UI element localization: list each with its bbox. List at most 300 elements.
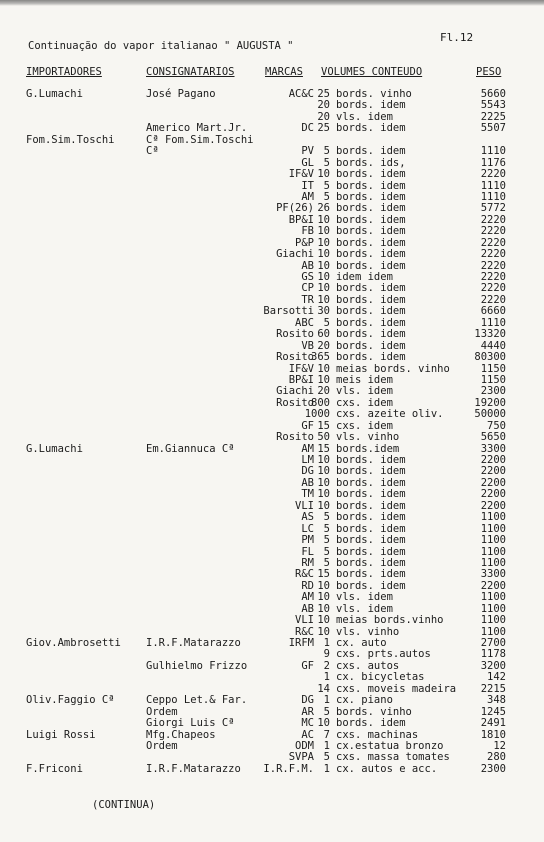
peso-cell: 2200 (480, 465, 506, 478)
table-row (0, 478, 544, 489)
volume-cell: 800 (311, 396, 330, 409)
peso-cell: 1110 (480, 179, 506, 192)
conteudo-cell: bords. idem (336, 293, 406, 306)
volume-cell: 5 (323, 511, 330, 524)
conteudo-cell: cxs. idem (336, 419, 393, 432)
importador-cell: G.Lumachi (26, 88, 83, 100)
consignatario-cell: Mfg.Chapeos (146, 728, 216, 741)
header-importadores: IMPORTADORES (26, 66, 102, 78)
conteudo-cell: bords. idem (336, 282, 406, 295)
peso-cell: 2200 (480, 476, 506, 489)
table-row (0, 318, 544, 329)
volume-cell: 1 (323, 739, 330, 752)
conteudo-cell: cx. bicycletas (336, 671, 425, 684)
marca-cell: ODM (295, 739, 314, 752)
peso-cell: 2300 (480, 385, 506, 398)
table-row (0, 192, 544, 203)
conteudo-cell: vls. idem (336, 602, 393, 615)
marca-cell: Rosito (276, 431, 314, 444)
document-title: Continuação do vapor italianao " AUGUSTA " (28, 40, 294, 52)
importador-cell: Fom.Sim.Toschi (26, 133, 115, 146)
peso-cell: 1100 (480, 591, 506, 604)
marca-cell: BP&I (288, 373, 314, 386)
volume-cell: 5 (323, 534, 330, 547)
table-row (0, 352, 544, 363)
importador-cell: G.Lumachi (26, 442, 83, 455)
table-row (0, 181, 544, 192)
table-row (0, 730, 544, 741)
marca-cell: GL (301, 156, 314, 169)
marca-cell: MC (301, 717, 314, 730)
table-row (0, 764, 544, 775)
folio-number: Fl.12 (440, 31, 474, 44)
conteudo-cell: vls. idem (336, 385, 393, 398)
volume-cell: 10 (317, 454, 330, 466)
marca-cell: PM (301, 534, 314, 547)
volume-cell: 14 (317, 682, 330, 695)
table-row (0, 421, 544, 432)
volume-cell: 5 (323, 156, 330, 169)
peso-cell: 2220 (480, 236, 506, 249)
peso-cell: 6660 (480, 305, 506, 318)
conteudo-cell: cxs. prts.autos (336, 648, 431, 661)
peso-cell: 1100 (480, 511, 506, 524)
header-peso: PESO (476, 66, 502, 78)
table-row (0, 272, 544, 283)
volume-cell: 10 (317, 168, 330, 181)
table-row (0, 89, 544, 100)
conteudo-cell: bords. idem (336, 351, 406, 364)
header-marcas: MARCAS (265, 66, 303, 78)
marca-cell: DC (301, 122, 314, 135)
marca-cell: AC (301, 728, 314, 741)
consignatario-cell: Gulhielmo Frizzo (146, 659, 248, 672)
table-row (0, 718, 544, 729)
peso-cell: 348 (487, 694, 506, 707)
volume-cell: 10 (317, 259, 330, 272)
conteudo-cell: cxs. idem (336, 396, 393, 409)
marca-cell: GF (301, 419, 314, 432)
marca-cell: PV (301, 145, 314, 158)
marca-cell: TM (301, 488, 314, 501)
peso-cell: 1176 (480, 156, 506, 169)
table-row (0, 226, 544, 237)
peso-cell: 5650 (480, 431, 506, 444)
peso-cell: 1100 (480, 545, 506, 558)
table-row (0, 306, 544, 317)
peso-cell: 3300 (480, 442, 506, 455)
table-row (0, 238, 544, 249)
conteudo-cell: bords. idem (336, 499, 406, 512)
marca-cell: R&C (295, 625, 314, 638)
peso-cell: 50000 (474, 408, 506, 421)
marca-cell: LM (301, 454, 314, 466)
volume-cell: 10 (317, 213, 330, 226)
conteudo-cell: cx. autos e acc. (336, 762, 438, 775)
peso-cell: 2200 (480, 579, 506, 592)
marca-cell: VB (301, 339, 314, 352)
marca-cell: P&P (295, 236, 314, 249)
table-row (0, 215, 544, 226)
volume-cell: 10 (317, 591, 330, 604)
conteudo-cell: meis idem (336, 373, 393, 386)
volume-cell: 20 (317, 339, 330, 352)
marca-cell: AC&C (288, 88, 314, 100)
table-row (0, 283, 544, 294)
volume-cell: 5 (323, 522, 330, 535)
marca-cell: R&C (295, 568, 314, 581)
peso-cell: 1178 (480, 648, 506, 661)
table-row (0, 638, 544, 649)
volume-cell: 10 (317, 717, 330, 730)
marca-cell: AM (301, 190, 314, 203)
table-row (0, 604, 544, 615)
conteudo-cell: vls. idem (336, 591, 393, 604)
peso-cell: 5507 (480, 122, 506, 135)
volume-cell: 1 (323, 762, 330, 775)
conteudo-cell: bords. idem (336, 579, 406, 592)
table-row (0, 524, 544, 535)
volume-cell: 10 (317, 579, 330, 592)
volume-cell: 25 (317, 122, 330, 135)
volume-cell: 10 (317, 614, 330, 627)
conteudo-cell: vls. vinho (336, 431, 400, 444)
table-row (0, 341, 544, 352)
table-row (0, 261, 544, 272)
volume-cell: 1 (323, 694, 330, 707)
marca-cell: VLI (295, 499, 314, 512)
table-row (0, 329, 544, 340)
conteudo-cell: bords. idem (336, 568, 406, 581)
volume-cell: 10 (317, 602, 330, 615)
conteudo-cell: vls. idem (336, 110, 393, 123)
volume-cell: 20 (317, 385, 330, 398)
conteudo-cell: bords. ids, (336, 156, 406, 169)
volume-cell: 5 (323, 316, 330, 329)
peso-cell: 2220 (480, 248, 506, 261)
conteudo-cell: bords. idem (336, 213, 406, 226)
consignatario-cell: I.R.F.Matarazzo (146, 762, 241, 775)
table-row (0, 169, 544, 180)
peso-cell: 2215 (480, 682, 506, 695)
table-row (0, 501, 544, 512)
peso-cell: 13320 (474, 328, 506, 341)
table-row (0, 158, 544, 169)
table-row (0, 615, 544, 626)
marca-cell: DG (301, 465, 314, 478)
conteudo-cell: vls. vinho (336, 625, 400, 638)
importador-cell: F.Friconi (26, 762, 83, 775)
conteudo-cell: bords. idem (336, 168, 406, 181)
table-row (0, 592, 544, 603)
volume-cell: 15 (317, 568, 330, 581)
marca-cell: Rosito (276, 351, 314, 364)
volume-cell: 50 (317, 431, 330, 444)
peso-cell: 280 (487, 751, 506, 764)
table-row (0, 432, 544, 443)
conteudo-cell: bords. idem (336, 476, 406, 489)
conteudo-cell: bords. idem (336, 454, 406, 466)
marca-cell: IT (301, 179, 314, 192)
volume-cell: 10 (317, 625, 330, 638)
importador-cell: Oliv.Faggio Cª (26, 694, 115, 707)
conteudo-cell: cx.estatua bronzo (336, 739, 444, 752)
conteudo-cell: idem idem (336, 271, 393, 283)
marca-cell: IRFM (288, 637, 314, 649)
peso-cell: 2220 (480, 271, 506, 283)
volume-cell: 9 (323, 648, 330, 661)
table-row (0, 489, 544, 500)
marca-cell: AB (301, 259, 314, 272)
table-row (0, 386, 544, 397)
volume-cell: 15 (317, 442, 330, 455)
peso-cell: 1150 (480, 373, 506, 386)
conteudo-cell: bords. idem (336, 534, 406, 547)
consignatario-cell: Ordem (146, 705, 178, 718)
volume-cell: 5 (323, 179, 330, 192)
conteudo-cell: bords. idem (336, 248, 406, 261)
consignatario-cell: I.R.F.Matarazzo (146, 637, 241, 649)
volume-cell: 10 (317, 476, 330, 489)
peso-cell: 2300 (480, 762, 506, 775)
conteudo-cell: cx. auto (336, 637, 387, 649)
conteudo-cell: meias bords.vinho (336, 614, 444, 627)
table-row (0, 707, 544, 718)
conteudo-cell: bords. idem (336, 145, 406, 158)
table-row (0, 535, 544, 546)
consignatario-cell: Giorgi Luis Cª (146, 717, 235, 730)
peso-cell: 750 (487, 419, 506, 432)
peso-cell: 1100 (480, 602, 506, 615)
volume-cell: 25 (317, 88, 330, 100)
peso-cell: 1100 (480, 625, 506, 638)
volume-cell: 1 (323, 637, 330, 649)
table-row (0, 512, 544, 523)
marca-cell: SVPA (288, 751, 314, 764)
volume-cell: 15 (317, 419, 330, 432)
marca-cell: PF(26) (276, 202, 314, 215)
conteudo-cell: cxs. autos (336, 659, 400, 672)
peso-cell: 12 (493, 739, 506, 752)
peso-cell: 1110 (480, 145, 506, 158)
peso-cell: 19200 (474, 396, 506, 409)
peso-cell: 2220 (480, 282, 506, 295)
volume-cell: 10 (317, 271, 330, 283)
peso-cell: 1110 (480, 316, 506, 329)
peso-cell: 80300 (474, 351, 506, 364)
peso-cell: 1110 (480, 190, 506, 203)
marca-cell: Rosito (276, 328, 314, 341)
table-row (0, 364, 544, 375)
conteudo-cell: bords. idem (336, 488, 406, 501)
conteudo-cell: bords. idem (336, 717, 406, 730)
header-consignatarios: CONSIGNATARIOS (146, 66, 235, 78)
conteudo-cell: meias bords. vinho (336, 362, 450, 375)
conteudo-cell: bords. idem (336, 259, 406, 272)
table-row (0, 455, 544, 466)
consignatario-cell: Ceppo Let.& Far. (146, 694, 248, 707)
volume-cell: 2 (323, 659, 330, 672)
peso-cell: 2700 (480, 637, 506, 649)
volume-cell: 7 (323, 728, 330, 741)
table-row (0, 203, 544, 214)
table-row (0, 569, 544, 580)
volume-cell: 20 (317, 110, 330, 123)
marca-cell: AM (301, 591, 314, 604)
peso-cell: 1810 (480, 728, 506, 741)
volume-cell: 5 (323, 705, 330, 718)
conteudo-cell: bords. idem (336, 545, 406, 558)
conteudo-cell: bords. idem (336, 556, 406, 569)
conteudo-cell: bords. idem (336, 339, 406, 352)
volume-cell: 60 (317, 328, 330, 341)
volume-cell: 5 (323, 145, 330, 158)
volume-cell: 5 (323, 556, 330, 569)
volume-cell: 10 (317, 236, 330, 249)
volume-cell: 10 (317, 248, 330, 261)
marca-cell: IF&V (288, 362, 314, 375)
table-row (0, 112, 544, 123)
peso-cell: 2220 (480, 293, 506, 306)
volume-cell: 10 (317, 282, 330, 295)
conteudo-cell: bords. idem (336, 179, 406, 192)
conteudo-cell: bords. vinho (336, 88, 412, 100)
marca-cell: AS (301, 511, 314, 524)
table-row (0, 135, 544, 146)
manifest-rows (0, 89, 544, 775)
marca-cell: VLI (295, 614, 314, 627)
consignatario-cell: José Pagano (146, 88, 216, 100)
conteudo-cell: bords. idem (336, 511, 406, 524)
marca-cell: FL (301, 545, 314, 558)
peso-cell: 2200 (480, 488, 506, 501)
conteudo-cell: cxs. azeite oliv. (336, 408, 444, 421)
marca-cell: ABC (295, 316, 314, 329)
consignatario-cell: Cª Fom.Sim.Toschi (146, 133, 254, 146)
conteudo-cell: bords. idem (336, 305, 406, 318)
marca-cell: GS (301, 271, 314, 283)
conteudo-cell: bords. idem (336, 236, 406, 249)
table-row (0, 649, 544, 660)
consignatario-cell: Americo Mart.Jr. (146, 122, 248, 135)
conteudo-cell: bords. idem (336, 122, 406, 135)
marca-cell: I.R.F.M. (263, 762, 314, 775)
volume-cell: 5 (323, 190, 330, 203)
conteudo-cell: cxs. massa tomates (336, 751, 450, 764)
table-row (0, 146, 544, 157)
conteudo-cell: cxs. moveis madeira (336, 682, 457, 695)
table-row (0, 695, 544, 706)
marca-cell: IF&V (288, 168, 314, 181)
consignatario-cell: Ordem (146, 739, 178, 752)
peso-cell: 4440 (480, 339, 506, 352)
volume-cell: 1 (323, 671, 330, 684)
conteudo-cell: bords. idem (336, 522, 406, 535)
importador-cell: Giov.Ambrosetti (26, 637, 121, 649)
table-row (0, 249, 544, 260)
page-top-edge (0, 0, 544, 6)
peso-cell: 1100 (480, 614, 506, 627)
peso-cell: 2220 (480, 168, 506, 181)
importador-cell: Luigi Rossi (26, 728, 96, 741)
conteudo-cell: bords. idem (336, 328, 406, 341)
conteudo-cell: cxs. machinas (336, 728, 419, 741)
peso-cell: 5543 (480, 99, 506, 112)
conteudo-cell: cx. piano (336, 694, 393, 707)
peso-cell: 3200 (480, 659, 506, 672)
marca-cell: BP&I (288, 213, 314, 226)
peso-cell: 142 (487, 671, 506, 684)
marca-cell: CP (301, 282, 314, 295)
volume-cell: 30 (317, 305, 330, 318)
peso-cell: 2200 (480, 499, 506, 512)
peso-cell: 2220 (480, 259, 506, 272)
table-row (0, 466, 544, 477)
volume-cell: 10 (317, 499, 330, 512)
table-row (0, 672, 544, 683)
volume-cell: 5 (323, 545, 330, 558)
peso-cell: 2225 (480, 110, 506, 123)
marca-cell: Rosito (276, 396, 314, 409)
peso-cell: 5772 (480, 202, 506, 215)
peso-cell: 1245 (480, 705, 506, 718)
table-row (0, 547, 544, 558)
peso-cell: 1150 (480, 362, 506, 375)
consignatario-cell: Cª (146, 145, 159, 158)
conteudo-cell: bords. idem (336, 316, 406, 329)
marca-cell: AB (301, 602, 314, 615)
table-row (0, 375, 544, 386)
conteudo-cell: bords.idem (336, 442, 400, 455)
continua-note: (CONTINUA) (92, 799, 156, 811)
marca-cell: Giachi (276, 248, 314, 261)
table-row (0, 398, 544, 409)
peso-cell: 2200 (480, 454, 506, 466)
table-row (0, 409, 544, 420)
table-row (0, 444, 544, 455)
volume-cell: 10 (317, 373, 330, 386)
table-row (0, 100, 544, 111)
marca-cell: LC (301, 522, 314, 535)
marca-cell: Barsotti (263, 305, 314, 318)
table-row (0, 661, 544, 672)
peso-cell: 3300 (480, 568, 506, 581)
peso-cell: 2491 (480, 717, 506, 730)
volume-cell: 10 (317, 465, 330, 478)
header-volumes-conteudo: VOLUMES CONTEUDO (321, 66, 423, 78)
peso-cell: 2220 (480, 225, 506, 238)
marca-cell: AM (301, 442, 314, 455)
peso-cell: 1100 (480, 522, 506, 535)
volume-cell: 10 (317, 225, 330, 238)
marca-cell: AR (301, 705, 314, 718)
volume-cell: 26 (317, 202, 330, 215)
marca-cell: TR (301, 293, 314, 306)
marca-cell: AB (301, 476, 314, 489)
conteudo-cell: bords. idem (336, 190, 406, 203)
consignatario-cell: Em.Giannuca Cª (146, 442, 235, 455)
marca-cell: FB (301, 225, 314, 238)
peso-cell: 1100 (480, 556, 506, 569)
conteudo-cell: bords. idem (336, 202, 406, 215)
conteudo-cell: bords. idem (336, 225, 406, 238)
conteudo-cell: bords. vinho (336, 705, 412, 718)
marca-cell: RD (301, 579, 314, 592)
peso-cell: 1100 (480, 534, 506, 547)
conteudo-cell: bords. idem (336, 465, 406, 478)
marca-cell: GF (301, 659, 314, 672)
volume-cell: 10 (317, 362, 330, 375)
